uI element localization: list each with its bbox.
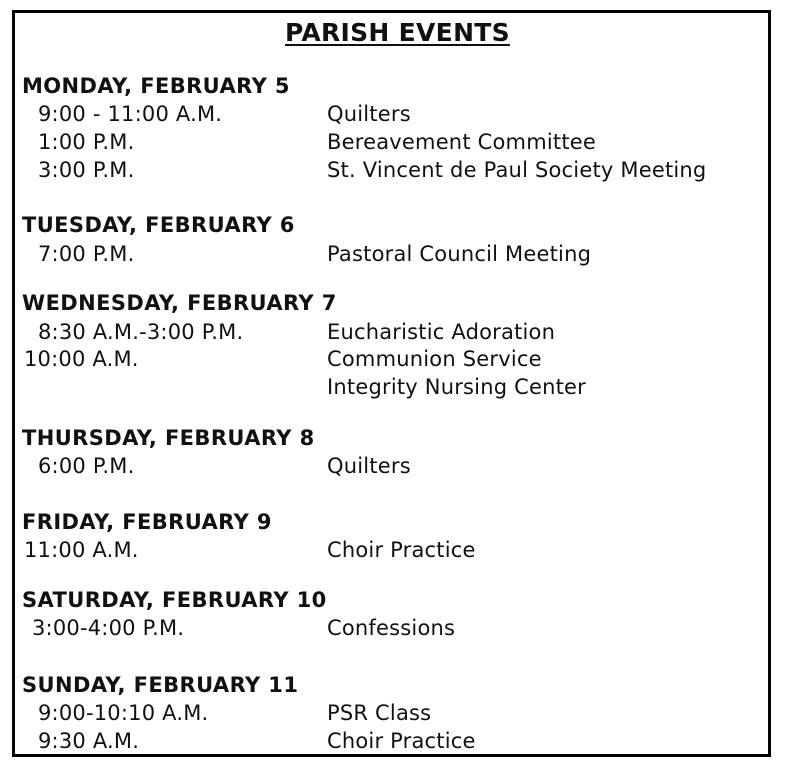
day-heading-thursday: THURSDAY, FEBRUARY 8 <box>22 426 315 450</box>
day-heading-wednesday: WEDNESDAY, FEBRUARY 7 <box>22 291 337 315</box>
event-name: Communion Service <box>327 347 542 371</box>
event-row <box>12 616 752 644</box>
day-heading-tuesday: TUESDAY, FEBRUARY 6 <box>22 213 295 237</box>
event-row <box>12 242 752 270</box>
event-name: Quilters <box>327 454 411 478</box>
event-time: 1:00 P.M. <box>38 130 135 154</box>
event-row <box>12 538 752 566</box>
event-row <box>12 102 752 130</box>
event-row <box>12 347 752 375</box>
event-name: Quilters <box>327 102 411 126</box>
event-row <box>12 729 752 757</box>
event-time: 6:00 P.M. <box>38 454 135 478</box>
event-name: PSR Class <box>327 701 432 725</box>
event-row <box>12 375 752 403</box>
event-time: 3:00 P.M. <box>38 158 135 182</box>
event-row <box>12 454 752 482</box>
event-time: 9:30 A.M. <box>38 729 140 753</box>
day-heading-monday: MONDAY, FEBRUARY 5 <box>22 74 290 98</box>
day-heading-sunday: SUNDAY, FEBRUARY 11 <box>22 673 299 697</box>
event-name: Choir Practice <box>327 538 476 562</box>
day-heading-friday: FRIDAY, FEBRUARY 9 <box>22 510 272 534</box>
event-time: 10:00 A.M. <box>24 347 139 371</box>
event-row <box>12 158 752 186</box>
events-content <box>12 10 785 768</box>
event-name: Choir Practice <box>327 729 476 753</box>
event-time: 3:00-4:00 P.M. <box>32 616 185 640</box>
event-row <box>12 130 752 158</box>
page-title: PARISH EVENTS <box>285 18 510 47</box>
event-time: 7:00 P.M. <box>38 242 135 266</box>
event-time: 9:00-10:10 A.M. <box>38 701 209 725</box>
event-row <box>12 701 752 729</box>
event-time: 11:00 A.M. <box>24 538 139 562</box>
event-time: 8:30 A.M.-3:00 P.M. <box>38 320 244 344</box>
event-name: Eucharistic Adoration <box>327 320 556 344</box>
event-name: Bereavement Committee <box>327 130 596 154</box>
event-row <box>12 320 752 348</box>
event-name: Pastoral Council Meeting <box>327 242 592 266</box>
day-heading-saturday: SATURDAY, FEBRUARY 10 <box>22 588 327 612</box>
event-name: St. Vincent de Paul Society Meeting <box>327 158 707 182</box>
event-name: Integrity Nursing Center <box>327 375 587 399</box>
event-time: 9:00 - 11:00 A.M. <box>38 102 223 126</box>
event-name: Confessions <box>327 616 456 640</box>
